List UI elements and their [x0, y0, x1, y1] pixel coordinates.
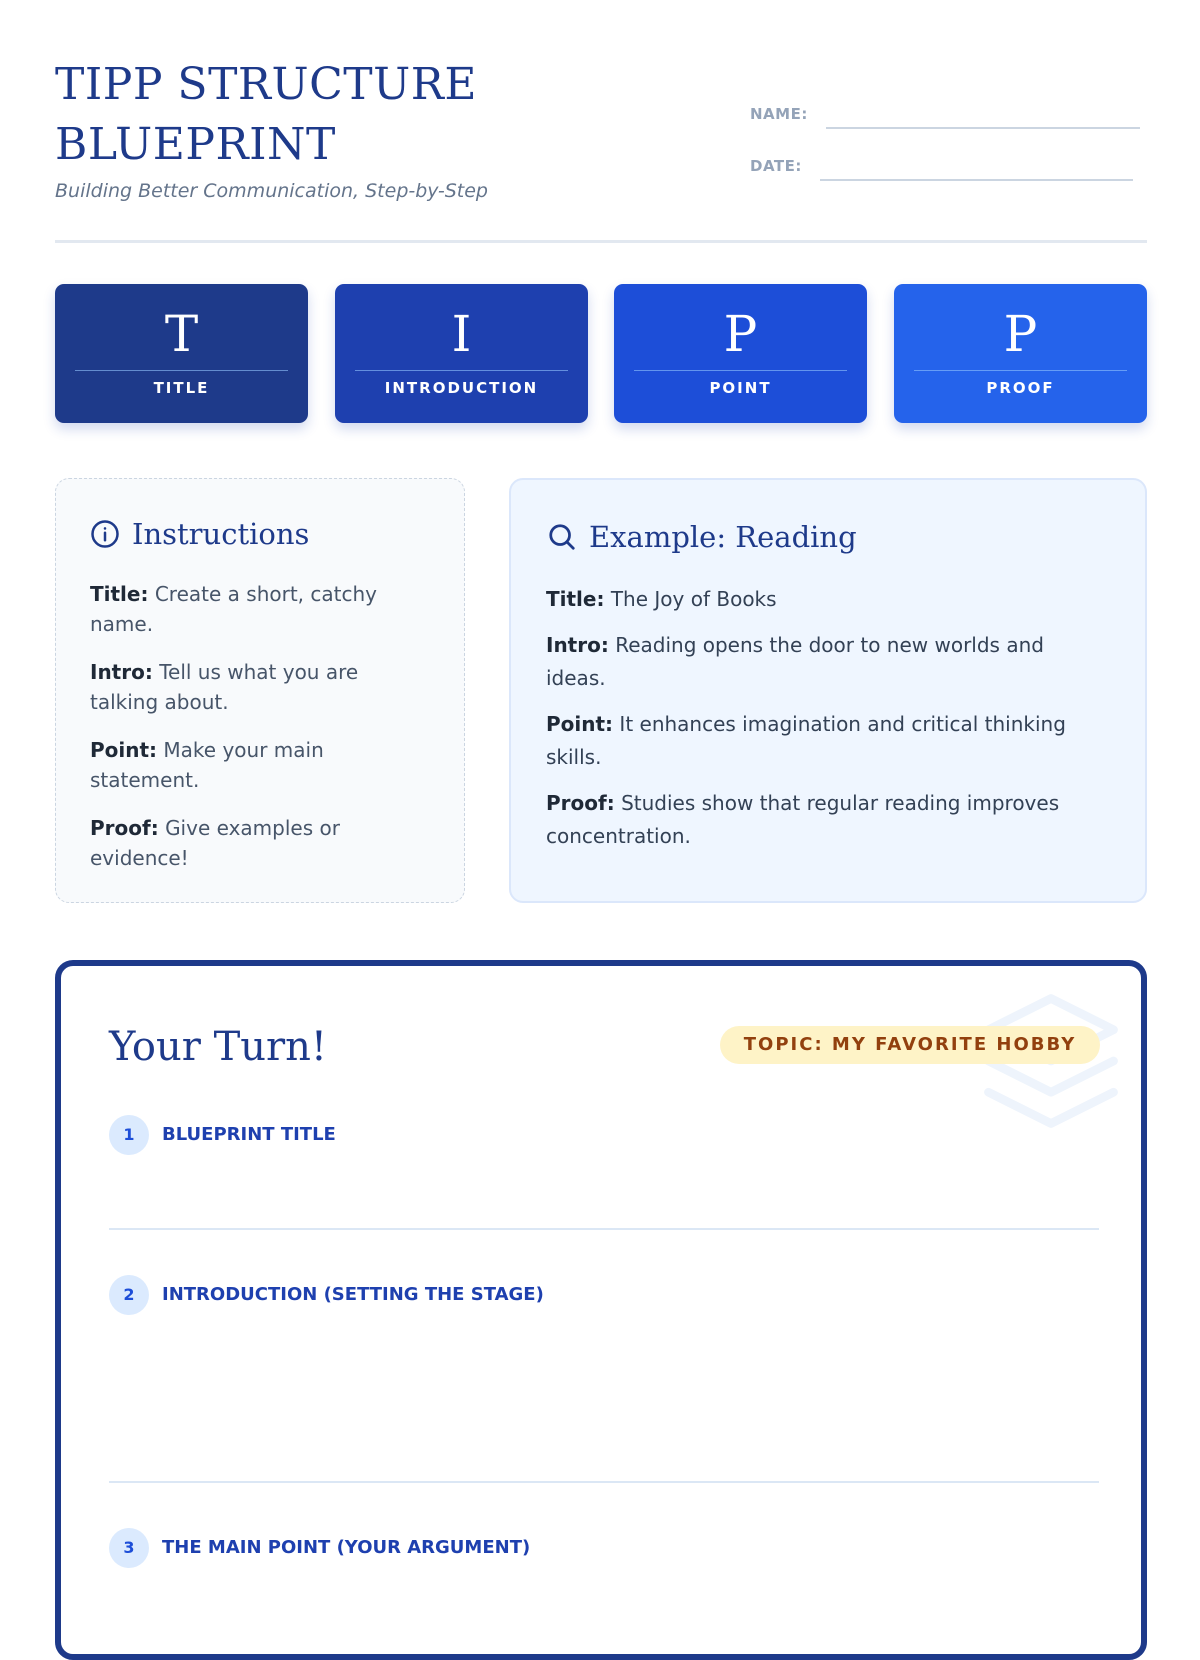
card-label: INTRODUCTION: [384, 379, 539, 397]
header-divider: [55, 240, 1147, 243]
instruction-key: Point:: [90, 738, 158, 762]
instruction-text: Make your main statement.: [90, 738, 324, 792]
card-divider: [75, 370, 288, 371]
instruction-key: Intro:: [90, 660, 153, 684]
header: [55, 55, 1147, 245]
card-label: PROOF: [986, 379, 1055, 397]
step-number: 2: [109, 1275, 149, 1315]
step-label: INTRODUCTION (SETTING THE STAGE): [162, 1284, 544, 1305]
instruction-text: Create a short, catchy name.: [90, 582, 377, 636]
page-title-line-2: BLUEPRINT: [55, 119, 336, 170]
example-key: Intro:: [546, 633, 609, 657]
card-letter: T: [164, 305, 199, 363]
step-label: BLUEPRINT TITLE: [162, 1124, 336, 1145]
instruction-text: Give examples or evidence!: [90, 816, 340, 870]
instruction-item: [90, 579, 410, 639]
answer-line-2[interactable]: [109, 1481, 1099, 1483]
example-list: [546, 583, 1106, 866]
date-field[interactable]: [750, 145, 1150, 175]
example-item: [546, 787, 1106, 853]
example-title-text: Example: Reading: [589, 520, 857, 554]
instruction-key: Title:: [90, 582, 149, 606]
example-key: Point:: [546, 712, 614, 736]
example-item: [546, 629, 1106, 695]
info-icon: [90, 519, 120, 549]
example-key: Title:: [546, 587, 605, 611]
instructions-box: [55, 478, 465, 903]
example-box: [509, 478, 1147, 903]
topic-badge: TOPIC: MY FAVORITE HOBBY: [720, 1026, 1100, 1064]
instruction-item: [90, 657, 410, 717]
example-item: [546, 583, 1106, 616]
card-divider: [914, 370, 1127, 371]
search-icon: [547, 522, 577, 552]
name-label: NAME:: [750, 105, 808, 123]
card-letter: I: [451, 305, 472, 363]
card-divider: [355, 370, 568, 371]
page-title: [55, 55, 655, 175]
your-turn-panel: [55, 960, 1147, 1660]
card-divider: [634, 370, 847, 371]
example-key: Proof:: [546, 791, 615, 815]
step-label: THE MAIN POINT (YOUR ARGUMENT): [162, 1537, 531, 1558]
instructions-list: [90, 579, 410, 891]
example-item: [546, 708, 1106, 774]
date-input-line[interactable]: [820, 179, 1133, 181]
page-title-line-1: TIPP STRUCTURE: [55, 59, 477, 110]
card-proof: [894, 284, 1147, 423]
example-text: Reading opens the door to new worlds and ideas.: [546, 633, 1044, 690]
name-field[interactable]: [750, 93, 1150, 123]
step-number: 3: [109, 1528, 149, 1568]
card-letter: P: [723, 305, 758, 363]
example-text: It enhances imagination and critical thinking skills.: [546, 712, 1066, 769]
instruction-text: Tell us what you are talking about.: [90, 660, 359, 714]
your-turn-title: Your Turn!: [109, 1024, 328, 1070]
instruction-item: [90, 813, 410, 873]
card-label: POINT: [709, 379, 772, 397]
example-title: [547, 520, 857, 554]
name-input-line[interactable]: [826, 127, 1140, 129]
example-text: The Joy of Books: [610, 587, 777, 611]
step-number: 1: [109, 1115, 149, 1155]
tipp-cards: [55, 284, 1147, 424]
instruction-key: Proof:: [90, 816, 159, 840]
card-label: TITLE: [153, 379, 210, 397]
card-introduction: [335, 284, 588, 423]
instruction-item: [90, 735, 410, 795]
instructions-title: [90, 517, 309, 551]
card-point: [614, 284, 867, 423]
card-title: [55, 284, 308, 423]
answer-line-1[interactable]: [109, 1228, 1099, 1230]
date-label: DATE:: [750, 157, 802, 175]
card-letter: P: [1003, 305, 1038, 363]
page-subtitle: Building Better Communication, Step-by-Step: [55, 180, 488, 202]
instructions-title-text: Instructions: [132, 517, 310, 551]
example-text: Studies show that regular reading improves concentration.: [546, 791, 1060, 848]
